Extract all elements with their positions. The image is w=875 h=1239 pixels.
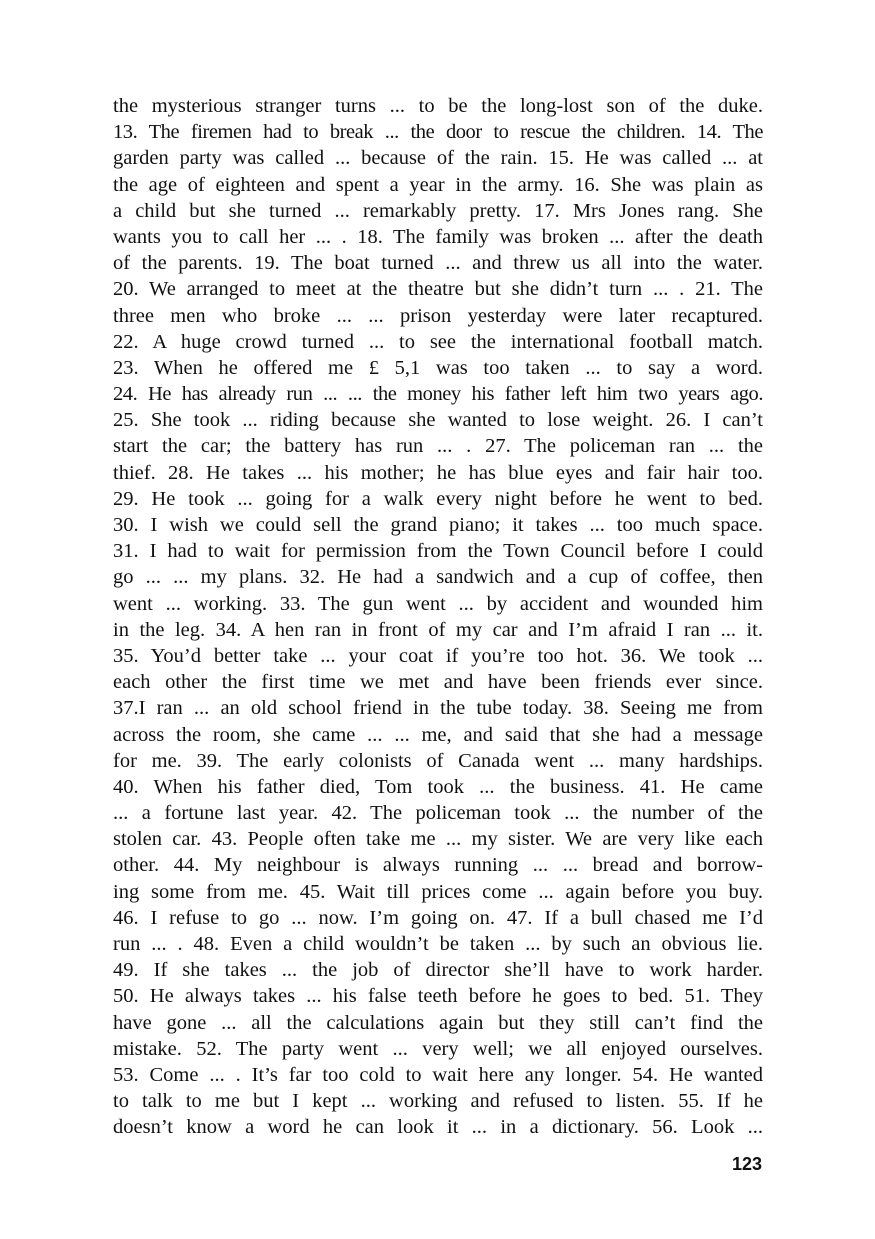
text-line: stolen car. 43. People often take me ... my sister. We are very like each xyxy=(113,828,763,851)
text-line: 40. When his father died, Tom took ... the business. 41. He came xyxy=(113,775,763,798)
text-line: 29. He took ... going for a walk every night before he went to bed. xyxy=(113,487,763,510)
text-line: 49. If she takes ... the job of director she’ll have to work harder. xyxy=(113,959,763,982)
text-line: have gone ... all the calculations again but they still can’t find the xyxy=(113,1011,763,1034)
text-line: of the parents. 19. The boat turned ... and threw us all into the water. xyxy=(113,252,763,275)
text-line: across the room, she came ... ... me, and said that she had a message xyxy=(113,723,763,746)
text-line: 46. I refuse to go ... now. I’m going on. 47. If a bull chased me I’d xyxy=(113,906,763,929)
text-line: 24. He has already run ... ... the money his father left him two years ago. xyxy=(113,383,763,406)
text-line: 35. You’d better take ... your coat if you’re too hot. 36. We took ... xyxy=(113,644,763,667)
exercise-text xyxy=(113,93,763,1141)
text-line: other. 44. My neighbour is always running ... ... bread and borrow- xyxy=(113,854,763,877)
text-line: the mysterious stranger turns ... to be the long-lost son of the duke. xyxy=(113,95,763,117)
text-line: 13. The firemen had to break ... the door to rescue the children. 14. The xyxy=(113,121,763,144)
text-line: 23. When he offered me £ 5,1 was too taken ... to say a word. xyxy=(113,356,763,379)
text-line: the age of eighteen and spent a year in the army. 16. She was plain as xyxy=(113,173,763,196)
text-line: each other the first time we met and have been friends ever since. xyxy=(113,671,763,694)
text-line: a child but she turned ... remarkably pretty. 17. Mrs Jones rang. She xyxy=(113,199,763,222)
text-line: 50. He always takes ... his false teeth before he goes to bed. 51. They xyxy=(113,985,763,1008)
text-line: start the car; the battery has run ... . 27. The policeman ran ... the xyxy=(113,435,763,458)
text-line: 53. Come ... . It’s far too cold to wait here any longer. 54. He wanted xyxy=(113,1063,763,1086)
text-line: 30. I wish we could sell the grand piano; it takes ... too much space. xyxy=(113,514,763,536)
text-line: mistake. 52. The party went ... very well; we all enjoyed ourselves. xyxy=(113,1037,763,1060)
text-line: for me. 39. The early colonists of Canada went ... many hardships. xyxy=(113,749,763,772)
text-line: went ... working. 33. The gun went ... by accident and wounded him xyxy=(113,592,763,615)
text-line: to talk to me but I kept ... working and refused to listen. 55. If he xyxy=(113,1090,763,1113)
page-number: 123 xyxy=(731,1154,762,1174)
text-line: thief. 28. He takes ... his mother; he has blue eyes and fair hair too. xyxy=(113,461,763,484)
text-line: 22. A huge crowd turned ... to see the international football match. xyxy=(113,330,763,353)
text-line: go ... ... my plans. 32. He had a sandwich and a cup of coffee, then xyxy=(113,566,763,589)
text-line: doesn’t know a word he can look it ... in a dictionary. 56. Look ... xyxy=(113,1116,763,1139)
text-line: 20. We arranged to meet at the theatre but she didn’t turn ... . 21. The xyxy=(113,278,763,301)
text-line: run ... . 48. Even a child wouldn’t be taken ... by such an obvious lie. xyxy=(113,933,763,955)
text-line: 31. I had to wait for permission from the Town Council before I could xyxy=(113,540,763,563)
text-line: wants you to call her ... . 18. The family was broken ... after the death xyxy=(113,225,763,248)
text-line: 37.I ran ... an old school friend in the tube today. 38. Seeing me from xyxy=(113,697,763,720)
text-line: garden party was called ... because of the rain. 15. He was called ... at xyxy=(113,147,763,170)
text-line: three men who broke ... ... prison yesterday were later recaptured. xyxy=(113,304,763,327)
text-line: in the leg. 34. A hen ran in front of my car and I’m afraid I ran ... it. xyxy=(113,618,763,641)
text-line: 25. She took ... riding because she wanted to lose weight. 26. I can’t xyxy=(113,409,763,432)
text-line: ... a fortune last year. 42. The policeman took ... the number of the xyxy=(113,802,763,825)
text-line: ing some from me. 45. Wait till prices come ... again before you buy. xyxy=(113,880,763,903)
